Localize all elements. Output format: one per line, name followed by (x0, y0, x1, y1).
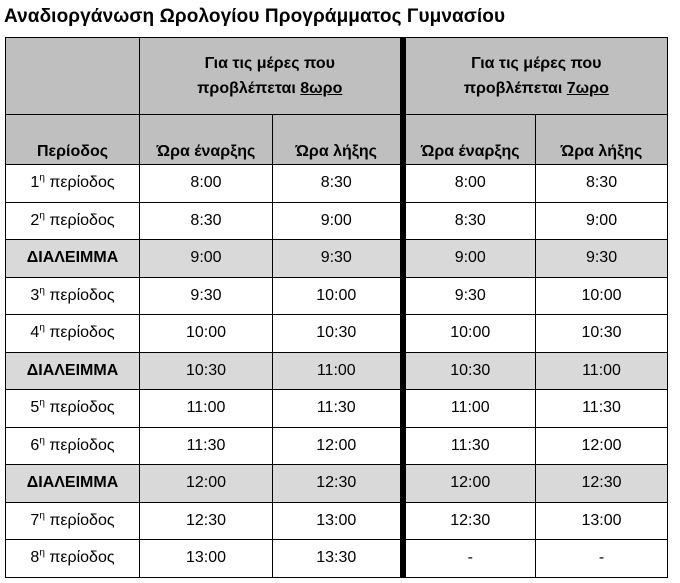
start-time-8hour: 10:30 (140, 352, 273, 390)
period-ordinal: η (39, 510, 45, 522)
period-word: περίοδος (49, 174, 115, 192)
end-time-8hour: 8:30 (273, 165, 403, 203)
period-label (6, 502, 140, 540)
end-time-8hour: 12:30 (273, 465, 403, 503)
schedule-table (5, 37, 668, 578)
period-label (6, 315, 140, 353)
end-time-7hour: 10:30 (536, 315, 668, 353)
break-label (6, 240, 140, 278)
end-time-7hour: 12:00 (536, 427, 668, 465)
group-header-line1: Για τις μέρες που (204, 55, 335, 72)
period-label (6, 165, 140, 203)
start-time-8hour: 9:30 (140, 277, 273, 315)
end-time-8hour: 11:30 (273, 390, 403, 428)
period-row (6, 390, 668, 428)
schedule-body (6, 165, 668, 578)
period-ordinal: η (39, 210, 45, 222)
group-header-line1: Για τις μέρες που (471, 55, 602, 72)
break-label (6, 465, 140, 503)
start-time-7hour: 10:30 (403, 352, 536, 390)
break-label (6, 352, 140, 390)
period-row (6, 315, 668, 353)
period-word: περίοδος (49, 211, 115, 229)
group-header-7hour (403, 38, 668, 115)
group-header-8hour (140, 38, 403, 115)
start-time-8hour: 8:00 (140, 165, 273, 203)
start-time-8hour: 12:00 (140, 465, 273, 503)
end-time-7hour: 9:30 (536, 240, 668, 278)
break-text: ΔΙΑΛΕΙΜΜΑ (26, 249, 119, 267)
period-word: περίοδος (49, 286, 115, 304)
end-time-8hour: 9:30 (273, 240, 403, 278)
period-number: 3 (30, 286, 40, 304)
group-header-underlined: 8ωρο (300, 80, 343, 97)
start-time-8hour: 12:30 (140, 502, 273, 540)
start-time-7hour: 11:30 (403, 427, 536, 465)
group-header-prefix: προβλέπεται (463, 80, 567, 97)
end-time-8hour: 10:30 (273, 315, 403, 353)
period-label (6, 277, 140, 315)
period-label (6, 427, 140, 465)
period-word: περίοδος (49, 399, 115, 417)
period-word: περίοδος (49, 436, 115, 454)
start-time-7hour: 9:30 (403, 277, 536, 315)
period-word: περίοδος (49, 511, 115, 529)
end-time-7hour: 10:00 (536, 277, 668, 315)
end-time-8hour: 13:00 (273, 502, 403, 540)
period-ordinal: η (39, 322, 45, 334)
group-header-row (6, 38, 668, 115)
start-time-8hour: 11:00 (140, 390, 273, 428)
period-row (6, 277, 668, 315)
period-ordinal: η (39, 172, 45, 184)
period-ordinal: η (39, 435, 45, 447)
start-time-7hour: 12:30 (403, 502, 536, 540)
start-time-7hour: 8:30 (403, 202, 536, 240)
end-time-8hour: 10:00 (273, 277, 403, 315)
period-number: 5 (30, 399, 40, 417)
period-ordinal: η (39, 397, 45, 409)
start-time-8hour: 9:00 (140, 240, 273, 278)
period-number: 4 (30, 324, 40, 342)
start-time-8hour: 13:00 (140, 540, 273, 578)
end-time-7hour: 13:00 (536, 502, 668, 540)
end-time-8hour: 9:00 (273, 202, 403, 240)
end-header-8hour: Ώρα λήξης (273, 115, 403, 165)
break-row (6, 240, 668, 278)
start-time-8hour: 8:30 (140, 202, 273, 240)
start-time-7hour: 9:00 (403, 240, 536, 278)
period-number: 7 (30, 511, 40, 529)
break-row (6, 352, 668, 390)
break-text: ΔΙΑΛΕΙΜΜΑ (26, 474, 119, 492)
start-time-7hour: 11:00 (403, 390, 536, 428)
period-header: Περίοδος (6, 115, 140, 165)
end-header-7hour: Ώρα λήξης (536, 115, 668, 165)
end-time-7hour: 11:00 (536, 352, 668, 390)
period-label (6, 202, 140, 240)
start-time-7hour: - (403, 540, 536, 578)
end-time-8hour: 12:00 (273, 427, 403, 465)
start-header-7hour: Ώρα έναρξης (403, 115, 536, 165)
period-number: 2 (30, 211, 40, 229)
start-time-7hour: 10:00 (403, 315, 536, 353)
period-row (6, 427, 668, 465)
empty-header-cell (6, 38, 140, 115)
period-label (6, 540, 140, 578)
break-row (6, 465, 668, 503)
period-ordinal: η (39, 547, 45, 559)
group-header-line2 (406, 76, 668, 101)
end-time-7hour: 11:30 (536, 390, 668, 428)
end-time-7hour: 9:00 (536, 202, 668, 240)
period-number: 8 (30, 549, 40, 567)
start-time-7hour: 8:00 (403, 165, 536, 203)
period-row (6, 165, 668, 203)
period-word: περίοδος (49, 324, 115, 342)
page-title: Αναδιοργάνωση Ωρολογίου Προγράμματος Γυμνασίου (4, 6, 506, 27)
period-row (6, 202, 668, 240)
period-number: 6 (30, 436, 40, 454)
start-header-8hour: Ώρα έναρξης (140, 115, 273, 165)
group-header-underlined: 7ωρο (566, 80, 609, 97)
group-header-line2 (140, 76, 400, 101)
end-time-7hour: - (536, 540, 668, 578)
end-time-7hour: 12:30 (536, 465, 668, 503)
period-number: 1 (30, 174, 40, 192)
period-label (6, 390, 140, 428)
break-text: ΔΙΑΛΕΙΜΜΑ (26, 361, 119, 379)
start-time-7hour: 12:00 (403, 465, 536, 503)
period-row (6, 540, 668, 578)
sub-header-row (6, 115, 668, 165)
period-ordinal: η (39, 285, 45, 297)
end-time-8hour: 13:30 (273, 540, 403, 578)
start-time-8hour: 10:00 (140, 315, 273, 353)
end-time-7hour: 8:30 (536, 165, 668, 203)
group-header-prefix: προβλέπεται (197, 80, 301, 97)
end-time-8hour: 11:00 (273, 352, 403, 390)
period-row (6, 502, 668, 540)
start-time-8hour: 11:30 (140, 427, 273, 465)
period-word: περίοδος (49, 549, 115, 567)
